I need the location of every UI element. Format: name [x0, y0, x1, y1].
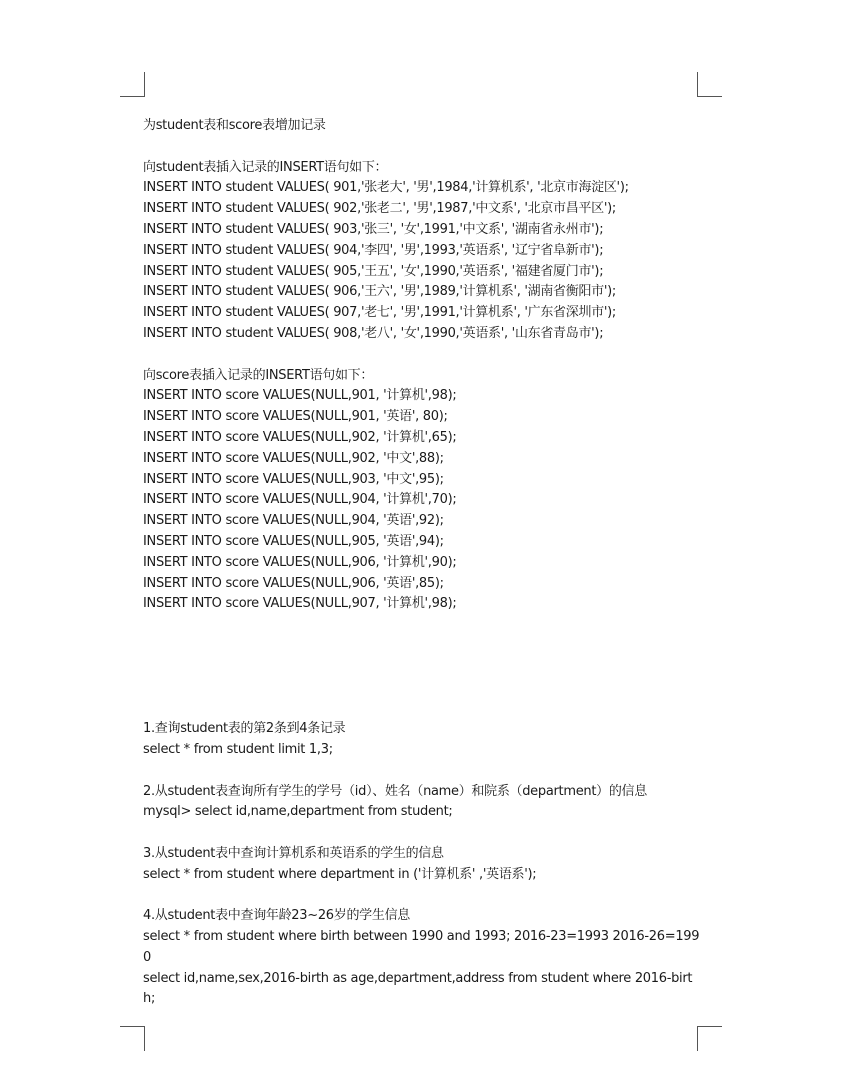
score-insert-line: INSERT INTO score VALUES(NULL,901, '计算机',98);	[143, 388, 457, 404]
score-insert-line: INSERT INTO score VALUES(NULL,904, '英语',92);	[143, 513, 444, 529]
score-insert-line: INSERT INTO score VALUES(NULL,903, '中文',95);	[143, 471, 444, 487]
score-insert-list	[143, 386, 703, 615]
score-insert-line: INSERT INTO score VALUES(NULL,902, '计算机',65);	[143, 429, 457, 445]
page-corner-top-left	[120, 72, 145, 97]
query-sql: mysql> select id,name,department from student;	[143, 804, 453, 820]
student-insert-line: INSERT INTO student VALUES( 903,'张三', '女',1991,'中文系', '湖南省永州市');	[143, 221, 604, 237]
score-insert-line: INSERT INTO score VALUES(NULL,901, '英语', 80);	[143, 409, 448, 425]
document-body	[143, 116, 703, 1010]
page-corner-bottom-right	[697, 1026, 722, 1051]
student-insert-list	[143, 178, 703, 344]
score-insert-line: INSERT INTO score VALUES(NULL,906, '英语',85);	[143, 575, 444, 591]
student-insert-line: INSERT INTO student VALUES( 906,'王六', '男',1989,'计算机系', '湖南省衡阳市');	[143, 284, 616, 300]
student-insert-line: INSERT INTO student VALUES( 902,'张老二', '男',1987,'中文系', '北京市昌平区');	[143, 201, 616, 217]
query-sql: select * from student where birth between 1990 and 1993; 2016-23=1993 2016-26=1990	[143, 929, 700, 965]
query-heading: 4.从student表中查询年龄23~26岁的学生信息	[143, 908, 410, 924]
query-heading: 2.从student表查询所有学生的学号（id）、姓名（name）和院系（department）的信息	[143, 783, 647, 799]
score-insert-line: INSERT INTO score VALUES(NULL,904, '计算机',70);	[143, 492, 457, 508]
query-section-1	[143, 719, 703, 761]
score-insert-line: INSERT INTO score VALUES(NULL,902, '中文',88);	[143, 450, 444, 466]
query-heading: 1.查询student表的第2条到4条记录	[143, 721, 346, 737]
query-section-3	[143, 844, 703, 886]
student-insert-line: INSERT INTO student VALUES( 905,'王五', '女',1990,'英语系', '福建省厦门市');	[143, 263, 604, 279]
query-section-4	[143, 906, 703, 1010]
page-corner-top-right	[697, 72, 722, 97]
query-sql: select * from student limit 1,3;	[143, 741, 333, 757]
page-corner-bottom-left	[120, 1026, 145, 1051]
score-insert-line: INSERT INTO score VALUES(NULL,905, '英语',94);	[143, 533, 444, 549]
query-sql-2: select id,name,sex,2016-birth as age,department,address from student where 2016-birth;	[143, 970, 693, 1007]
score-insert-intro: 向score表插入记录的INSERT语句如下：	[143, 367, 374, 383]
student-insert-intro: 向student表插入记录的INSERT语句如下：	[143, 159, 388, 175]
student-insert-line: INSERT INTO student VALUES( 908,'老八', '女',1990,'英语系', '山东省青岛市');	[143, 325, 604, 341]
student-insert-line: INSERT INTO student VALUES( 907,'老七', '男',1991,'计算机系', '广东省深圳市');	[143, 305, 616, 321]
student-insert-line: INSERT INTO student VALUES( 904,'李四', '男',1993,'英语系', '辽宁省阜新市');	[143, 242, 604, 258]
score-insert-line: INSERT INTO score VALUES(NULL,906, '计算机',90);	[143, 554, 457, 570]
query-sql: select * from student where department in ('计算机系' ,'英语系');	[143, 866, 537, 882]
score-insert-line: INSERT INTO score VALUES(NULL,907, '计算机',98);	[143, 596, 457, 612]
query-section-2	[143, 782, 703, 824]
query-heading: 3.从student表中查询计算机系和英语系的学生的信息	[143, 845, 444, 861]
document-title: 为student表和score表增加记录	[143, 118, 326, 133]
student-insert-line: INSERT INTO student VALUES( 901,'张老大', '男',1984,'计算机系', '北京市海淀区');	[143, 180, 629, 196]
